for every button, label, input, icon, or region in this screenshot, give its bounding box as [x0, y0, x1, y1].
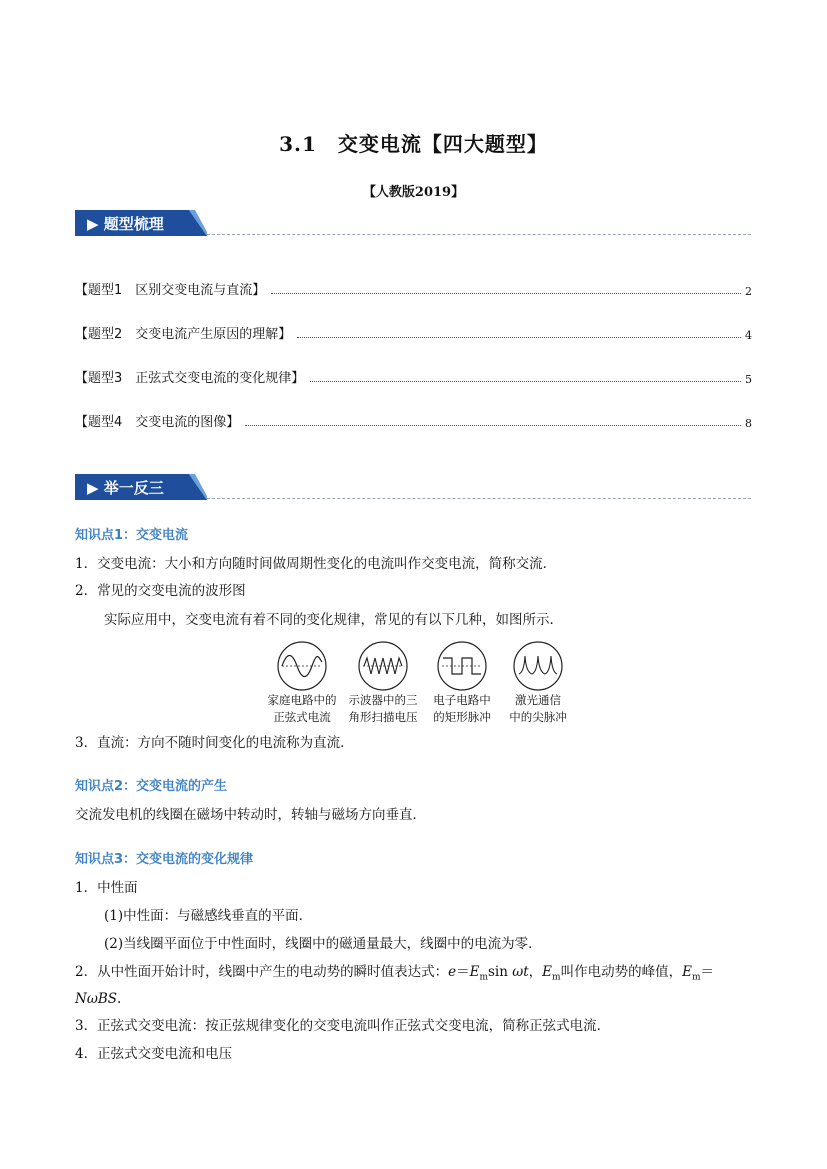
- toc-item-label: 【题型4 交变电流的图像】: [75, 415, 240, 430]
- toc-item-page: 4: [745, 329, 752, 342]
- kp3-item2-cont: NωBS.: [75, 991, 122, 1007]
- page-title: 3.1 交变电流【四大题型】: [279, 132, 548, 156]
- toc-leader: [297, 337, 741, 338]
- divider: [207, 498, 751, 499]
- toc-item-page: 8: [745, 417, 752, 430]
- kp1-line4: 3．直流：方向不随时间变化的电流称为直流．: [75, 735, 354, 751]
- banner-label: ▶ 举一反三: [87, 479, 164, 497]
- toc-leader: [271, 293, 741, 294]
- kp1-heading: 知识点1：交变电流: [75, 528, 189, 543]
- toc-item-page: 5: [745, 373, 752, 386]
- play-icon: ▶: [87, 215, 104, 233]
- waveform-caption: 家庭电路中的 正弦式电流: [267, 693, 337, 724]
- triangle-wave-icon: [357, 640, 409, 692]
- kp3-item1a: (1)中性面：与磁感线垂直的平面．: [104, 908, 313, 924]
- edition-label: 【人教版2019】: [362, 185, 465, 200]
- kp3-heading: 知识点3：交变电流的变化规律: [75, 852, 254, 867]
- toc-item-label: 【题型1 区别交变电流与直流】: [75, 283, 266, 298]
- kp1-line2: 2．常见的交变电流的波形图: [75, 583, 246, 599]
- toc-item-page: 2: [745, 285, 752, 298]
- divider: [207, 234, 751, 235]
- kp3-item4: 4．正弦式交变电流和电压: [75, 1046, 233, 1062]
- waveform-caption: 电子电路中 的矩形脉冲: [433, 693, 491, 724]
- toc-item[interactable]: [75, 280, 752, 298]
- kp3-item2: 2．从中性面开始计时，线圈中产生的电动势的瞬时值表达式：$e=E_m\sin$ ωt，$E_m$叫作电动势的峰值，$E_m=$: [75, 964, 714, 983]
- toc-leader: [310, 381, 741, 382]
- kp3-item1b: (2)当线圈平面位于中性面时，线圈中的磁通量最大，线圈中的电流为零．: [104, 936, 542, 952]
- toc-item[interactable]: [75, 324, 752, 342]
- waveform-caption: 示波器中的三 角形扫描电压: [348, 693, 418, 724]
- toc-item[interactable]: [75, 412, 752, 430]
- play-icon: ▶: [87, 479, 104, 497]
- square-wave-icon: [436, 640, 488, 692]
- waveform-caption: 激光通信 中的尖脉冲: [509, 693, 567, 724]
- examples-section-banner: [75, 474, 751, 500]
- kp2-line1: 交流发电机的线圈在磁场中转动时，转轴与磁场方向垂直．: [75, 807, 426, 823]
- toc-leader: [245, 425, 741, 426]
- toc-item-label: 【题型3 正弦式交变电流的变化规律】: [75, 371, 305, 386]
- toc-section-banner: [75, 210, 751, 236]
- toc-item[interactable]: [75, 368, 752, 386]
- kp3-item3: 3．正弦式交变电流：按正弦规律变化的交变电流叫作正弦式交变电流，简称正弦式电流．: [75, 1018, 611, 1034]
- banner-label: ▶ 题型梳理: [87, 215, 164, 233]
- waveform-figure: [258, 640, 568, 728]
- toc-item-label: 【题型2 交变电流产生原因的理解】: [75, 327, 292, 342]
- kp2-heading: 知识点2：交变电流的产生: [75, 779, 228, 794]
- spike-wave-icon: [512, 640, 564, 692]
- kp1-line3: 实际应用中，交变电流有着不同的变化规律，常见的有以下几种，如图所示．: [104, 612, 563, 628]
- sine-wave-icon: [276, 640, 328, 692]
- kp3-item1: 1．中性面: [75, 880, 138, 896]
- kp1-line1: 1．交变电流：大小和方向随时间做周期性变化的电流叫作交变电流，简称交流．: [75, 556, 557, 572]
